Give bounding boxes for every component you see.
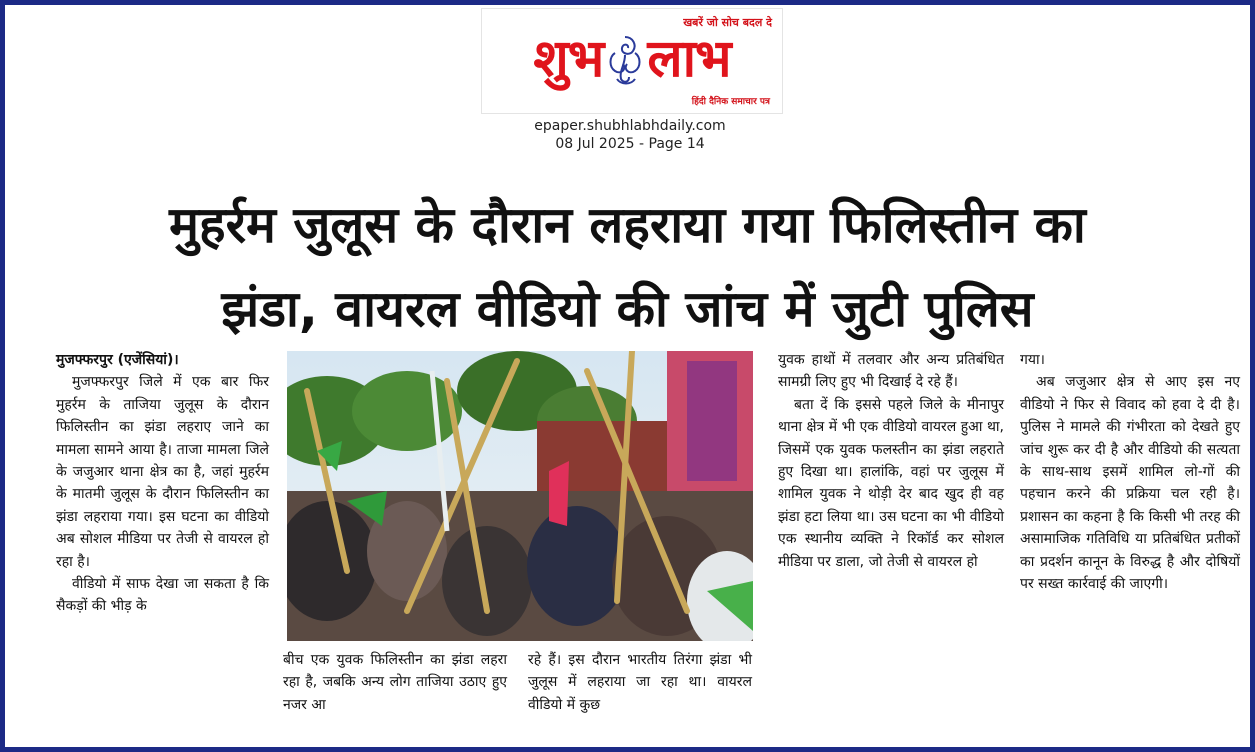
- logo-word-right: लाभ: [647, 29, 731, 89]
- paragraph: वीडियो में साफ देखा जा सकता है कि सैकड़ों की भीड़ के: [56, 576, 269, 615]
- epaper-page: [5, 5, 1250, 747]
- paragraph: बता दें कि इससे पहले जिले के मीनापुर थाना क्षेत्र में भी एक वीडियो वायरल हुआ था, जिसमें एक युवक फलस्तीन का झंडा लहराते हुए दिखा था। हालांकि, वहां पर जुलूस में शामिल युवक ने थोड़ी देर बाद खुद ही वह झंडा हटा लिया था। उस घटना का भी वीडियो एक स्थानीय व्यक्ति ने रिकॉर्ड कर सोशल मीडिया पर डाला, जो तेजी से वायरल हो: [778, 396, 1004, 570]
- masthead-subtag: हिंदी दैनिक समाचार पत्र: [691, 97, 770, 107]
- article-column-1: [56, 349, 269, 618]
- article-column-2: [283, 649, 507, 716]
- procession-photo: [287, 351, 753, 641]
- edition-meta: [405, 117, 855, 153]
- headline-line-2: झंडा, वायरल वीडियो की जांच में जुटी पुलिस: [221, 280, 1034, 338]
- ganesha-icon: [605, 31, 645, 87]
- newspaper-logo: [490, 25, 774, 93]
- paragraph: मुजफ्फरपुर जिले में एक बार फिर मुहर्रम के ताजिया जुलूस के दौरान फिलिस्तीन का झंडा लहराए जाने का मामला सामने आया है। ताजा मामला जिले के जजुआर थाना क्षेत्र का है, जहां मुहर्रम के मातमी जुलूस के दौरान फिलिस्तीन का झंडा लहराया गया। इस घटना का वीडियो अब सोशल मीडिया पर तेजी से वायरल हो रहा है।: [56, 374, 269, 570]
- headline-line-1: मुहर्रम जुलूस के दौरान लहराया गया फिलिस्तीन का: [169, 196, 1086, 254]
- news-photo: [287, 351, 753, 641]
- paragraph: गया।: [1020, 352, 1045, 368]
- dateline: मुजफ्फरपुर (एजेंसियां)।: [56, 352, 179, 368]
- article-column-3: [528, 649, 752, 716]
- logo-word-left: शुभ: [533, 29, 604, 89]
- masthead: [481, 8, 783, 114]
- site-url[interactable]: epaper.shubhlabhdaily.com: [534, 118, 726, 134]
- paragraph: युवक हाथों में तलवार और अन्य प्रतिबंधित सामग्री लिए हुए भी दिखाई दे रहे हैं।: [778, 352, 1004, 391]
- date-page: 08 Jul 2025 - Page 14: [555, 136, 705, 152]
- article-column-4: [778, 349, 1004, 573]
- masthead-tagline: खबरें जो सोच बदल दे: [683, 16, 772, 29]
- article-column-5: [1020, 349, 1240, 595]
- paragraph: रहे हैं। इस दौरान भारतीय तिरंगा झंडा भी जुलूस में लहराया जा रहा था। वायरल वीडियो में कुछ: [528, 652, 752, 713]
- headline: [25, 183, 1230, 351]
- paragraph: बीच एक युवक फिलिस्तीन का झंडा लहरा रहा है, जबकि अन्य लोग ताजिया उठाए हुए नजर आ: [283, 652, 507, 713]
- paragraph: अब जजुआर क्षेत्र से आए इस नए वीडियो ने फिर से विवाद को हवा दे दी है। पुलिस ने मामले की गंभीरता को देखते हुए जांच शुरू कर दी है और वीडियो की सत्यता के साथ-साथ इसमें शामिल लो-गों की पहचान करने की प्रक्रिया चल रही है। प्रशासन का कहना है कि किसी भी तरह की असामाजिक गतिविधि या प्रतिबंधित प्रतीकों का प्रदर्शन कानून के विरुद्ध है और दोषियों पर सख्त कार्रवाई की जाएगी।: [1020, 374, 1240, 593]
